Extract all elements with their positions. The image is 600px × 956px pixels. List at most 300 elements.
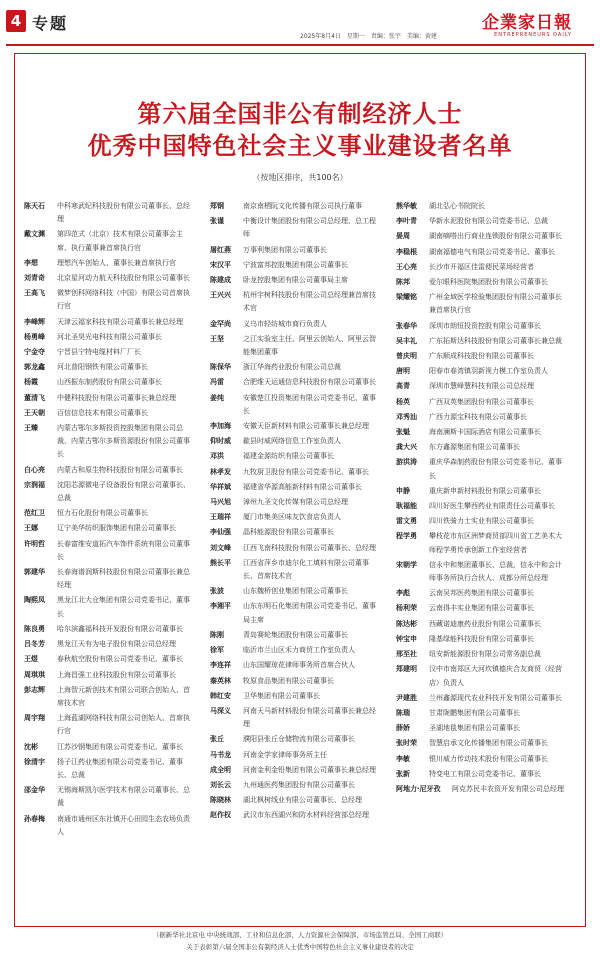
list-item [210,511,382,524]
honoree-name: 邓洪 [210,452,224,461]
honoree-name: 冯雷 [210,378,224,387]
honoree-title: 上海昌强工业科技股份有限公司董事长 [57,670,176,679]
honoree-name: 王煜 [24,655,38,664]
honoree-name: 彭志辉 [24,685,45,694]
honoree-name: 阿地力·尼牙孜 [396,784,441,793]
list-item [396,602,568,615]
honoree-name: 邢至社 [396,650,417,659]
honoree-title: 天津云福家科技有限公司董事长兼总经理 [57,317,183,326]
honoree-title: 广西双英集团股份有限公司董事长 [429,397,534,406]
list-item [24,228,196,254]
honoree-title: 临沂市兰山区禾力商贸工作室负责人 [243,646,355,655]
honoree-title: 西藏诺迪康药业股份有限公司董事长 [429,619,541,628]
list-item [210,690,382,703]
honoree-title: 无锡海斯凯尔医学技术有限公司董事长、总裁 [57,786,190,808]
list-item [396,456,568,482]
honoree-name: 郭龙鑫 [24,363,45,372]
header-rule [6,44,594,46]
list-item [396,230,568,243]
honoree-title: 宁波富邦控股集团有限公司董事长 [243,260,348,269]
honoree-title: 武汉市东西湖兴和防水材料经营部总经理 [243,811,369,820]
honoree-title: 长春海谱润斯科技股份有限公司董事长兼总经理 [57,568,190,590]
honoree-title: 中健科技股份有限公司董事长兼总经理 [57,393,176,402]
honoree-name: 游洪涛 [396,458,417,467]
honoree-title: 晶科能源股份有限公司董事长 [243,528,334,537]
honoree-name: 张春华 [396,321,417,330]
honoree-name: 仰时威 [210,437,231,446]
honoree-title: 四川铁骑力士实业有限公司董事长 [429,517,534,526]
list-item [396,500,568,513]
list-item [24,507,196,520]
honoree-title: 四川好医生攀西药业有限责任公司董事长 [429,502,555,511]
honoree-name: 许明哲 [24,539,45,548]
honoree-name: 雷文勇 [396,517,417,526]
honoree-name: 王瑞祥 [210,513,231,522]
honoree-name: 金罕尚 [210,319,231,328]
honoree-name: 杨利荣 [396,604,417,613]
honoree-title: 河北普阳钢铁有限公司董事长 [57,363,148,372]
honoree-name: 林孝发 [210,467,231,476]
page-header [0,0,600,50]
honoree-name: 董清飞 [24,393,45,402]
list-item [210,705,382,731]
honoree-name: 周琪琪 [24,670,45,679]
list-item [396,426,568,439]
masthead-english: ENTREPRENEURS DAILY [494,32,572,38]
honoree-title: 福建省华源高能新材料有限公司董事长 [243,482,362,491]
honoree-name: 马书龙 [210,750,231,759]
honoree-title: 深圳市慧峰慧科技有限公司总经理 [429,382,534,391]
honoree-name: 李叶青 [396,217,417,226]
name-column-1 [24,200,196,900]
honoree-title: 扬子江药业集团有限公司党委书记、董事长、总裁 [57,757,183,779]
headline-line-1: 第六届全国非公有制经济人士 [137,99,463,128]
honoree-name: 唐明 [396,367,410,376]
honoree-name: 姜纯 [210,393,224,402]
honoree-title: 歙县时威网络信息工作室负责人 [243,437,341,446]
honoree-name: 宋朝学 [396,560,417,569]
list-item [396,411,568,424]
honoree-title: 中衡设计集团股份有限公司总经理、总工程师 [243,217,376,239]
honoree-name: 李峰辉 [24,317,45,326]
honoree-title: 上海蓝湖网络科技有限公司创始人、首席执行官 [57,714,190,736]
list-item [24,784,196,810]
list-item [210,794,382,807]
honoree-name: 郑建明 [396,665,417,674]
name-column-3 [396,200,568,900]
list-item [24,653,196,666]
honoree-title: 云南吴邦医药集团有限公司董事长 [429,589,534,598]
honoree-title: 山东国耀琼花律师事务所首席合伙人 [243,661,355,670]
honoree-name: 周宇翔 [24,714,45,723]
list-item [24,376,196,389]
list-item [24,813,196,839]
list-item [210,215,382,241]
honoree-name: 杨英 [396,397,410,406]
honoree-name: 张波 [210,587,224,596]
honoree-title: 黑龙江天有为电子股份有限公司总经理 [57,640,176,649]
honoree-name: 王高飞 [24,289,45,298]
list-item [210,496,382,509]
honoree-name: 秦英林 [210,676,231,685]
honoree-title: 圣湖地毯集团有限公司董事长 [429,724,520,733]
honoree-title: 长沙市开福区佳雷便民菜场经营者 [429,262,534,271]
list-item [24,464,196,477]
honoree-title: 九牧厨卫股份有限公司党委书记、董事长 [243,467,369,476]
list-item [396,618,568,631]
list-item [24,200,196,226]
honoree-name: 张谨 [210,217,224,226]
honoree-title: 厦门市集美区味友饮食店负责人 [243,513,341,522]
list-item [210,659,382,672]
honoree-name: 华祥斌 [210,482,231,491]
honoree-name: 杨霞 [24,378,38,387]
honoree-name: 陈达彬 [396,619,417,628]
honoree-title: 甘肃陇鹏集团有限公司董事长 [429,708,520,717]
honoree-title: 长春富维安道拓汽车饰件系统有限公司董事长 [57,539,190,561]
list-item [210,675,382,688]
list-item [24,407,196,420]
list-item [210,244,382,257]
honoree-name: 陈天石 [24,202,45,210]
list-item [24,361,196,374]
masthead-logo: 企業家日報 [482,13,572,33]
honoree-name: 晏周 [396,232,410,241]
list-item [396,753,568,766]
honoree-title: 安徽天臣新材料有限公司董事长兼总经理 [243,422,369,431]
list-item [210,733,382,746]
list-item [396,350,568,363]
list-item [210,481,382,494]
honoree-title: 内蒙古和原生物科技股份有限公司董事长 [57,465,183,474]
honoree-title: 东方鑫源集团有限公司董事长 [429,443,520,452]
honoree-title: 宁晋县宁特电缆材料厂厂长 [57,348,141,357]
list-item [210,200,382,213]
honoree-title: 牧原食品集团有限公司董事长 [243,676,334,685]
honoree-title: 江西省萍乡市迪尔化工填料有限公司董事长、首席技术官 [243,558,369,581]
list-item [24,422,196,462]
honoree-title: 漳州九圣文化传媒有限公司总经理 [243,498,348,507]
list-item [24,638,196,651]
honoree-name: 陈晓林 [210,796,231,805]
honoree-name: 宋汉平 [210,260,231,269]
honoree-title: 攀枝花市东区洲梦商贸部四川省工艺美术大师程学勇传承创新工作室经营者 [429,532,562,554]
headline-line-2: 优秀中国特色社会主义事业建设者名单 [87,131,513,160]
list-item [24,287,196,313]
honoree-name: 李彪 [396,589,410,598]
list-item [24,684,196,710]
list-item [210,764,382,777]
list-item [396,530,568,556]
list-item [24,566,196,592]
honoree-name: 李连祥 [210,661,231,670]
honoree-title: 浙江华海药业股份有限公司总裁 [243,363,341,372]
list-item [210,420,382,433]
list-item [210,600,382,626]
honoree-name: 白心亮 [24,465,45,474]
honoree-name: 赵作权 [210,811,231,820]
honoree-name: 钟宝申 [396,634,417,643]
list-item [24,669,196,682]
honoree-name: 王坚 [210,334,224,343]
honoree-title: 华新水泥股份有限公司党委书记、总裁 [429,217,548,226]
list-item [396,365,568,378]
honoree-name: 宁金夺 [24,348,45,357]
honoree-name: 梁耀铭 [396,293,417,302]
honoree-title: 河南天马新材料股份有限公司董事长兼总经理 [243,706,376,729]
list-item [396,515,568,528]
honoree-title: 春秋航空股份有限公司党委书记、董事长 [57,655,183,664]
honoree-name: 徐军 [210,646,224,655]
list-item [396,587,568,600]
honoree-title: 江苏沙钢集团有限公司党委书记、董事长 [57,742,183,751]
list-item [210,259,382,272]
list-item [210,557,382,583]
list-item [210,779,382,792]
honoree-name: 陈刚 [210,630,224,639]
honoree-title: 合肥维天运通信息科技股份有限公司董事长 [243,378,376,387]
list-item [396,276,568,289]
honoree-name: 熊华敏 [396,202,417,210]
list-item [396,559,568,585]
honoree-title: 智慧启承文化传播集团有限公司董事长 [429,739,548,748]
honoree-title: 云南得丰实业集团有限公司董事长 [429,604,534,613]
list-item [396,783,568,796]
honoree-title: 湖北枫树线业有限公司董事长、总经理 [243,796,362,805]
honoree-title: 湖南福德电气有限公司党委书记、董事长 [429,247,555,256]
honoree-title: 隆基绿能科技股份有限公司董事长 [429,634,534,643]
honoree-title: 青岛赛轮集团股份有限公司董事长 [243,630,348,639]
honoree-name: 宗润福 [24,480,45,489]
honoree-title: 杭州宇树科技股份有限公司总经理兼首席技术官 [243,291,376,313]
list-item [210,629,382,642]
list-item [210,585,382,598]
honoree-title: 安徽楚江投资集团有限公司党委书记、董事长 [243,393,376,415]
list-item [396,246,568,259]
list-item [24,272,196,285]
list-item [24,392,196,405]
honoree-title: 哈尔滨鑫福科技开发股份有限公司董事长 [57,624,183,633]
list-item [396,291,568,317]
honoree-title: 特变电工有限公司党委书记、董事长 [429,769,541,778]
list-item [210,466,382,479]
list-item [396,648,568,661]
list-item [210,333,382,359]
honoree-title: 爱尔眼科医院集团股份有限公司董事长 [429,278,548,287]
honoree-name: 王臻 [24,424,38,433]
honoree-title: 中科寒武纪科技股份有限公司董事长、总经理 [57,202,190,224]
section-title: 专题 [32,14,69,33]
honoree-title: 之江实验室主任、阿里云创始人、阿里云智能集团董事 [243,334,376,357]
honoree-title: 卫华集团有限公司董事长 [243,691,320,700]
list-item [24,741,196,754]
honoree-name: 薛娇 [396,724,410,733]
list-item [210,274,382,287]
honoree-title: 山东东明石化集团有限公司党委书记、董事局主席 [243,602,376,624]
honoree-title: 上海智元新创技术有限公司联合创始人、首席技术官 [57,685,190,707]
honoree-name: 陈良勇 [24,624,45,633]
honoree-name: 王兴兴 [210,291,231,300]
honoree-title: 第四范式（北京）技术有限公司董事会主席、执行董事兼首席执行官 [57,230,183,252]
honoree-title: 汉中市南郑区大河坎镇德庆合友商贸（经营店）负责人 [429,665,562,687]
honoree-title: 广东拓斯达科技股份有限公司董事长兼总裁 [429,336,562,345]
honoree-name: 韩红安 [210,691,231,700]
honoree-name: 陈邦 [396,278,410,287]
honoree-name: 吕冬芳 [24,640,45,649]
list-item [396,200,568,213]
honoree-name: 王心亮 [396,262,417,271]
honoree-title: 北京星河动力航天科技股份有限公司董事长 [57,274,190,283]
honoree-title: 辽宁美华纺织服饰集团有限公司董事长 [57,524,176,533]
list-item [24,346,196,359]
honoree-name: 李敏 [396,754,410,763]
list-item [396,441,568,454]
list-item [24,712,196,738]
honoree-title: 恒力石化股份有限公司董事长 [57,509,148,518]
list-item [396,722,568,735]
honoree-name: 刘长云 [210,780,231,789]
honoree-title: 湖南嘀嗒出行商业连锁股份有限公司董事长 [429,232,562,241]
honoree-name: 徐清宇 [24,757,45,766]
honoree-title: 山西振东制药股份有限公司董事长 [57,378,162,387]
honoree-name: 吴丰礼 [396,336,417,345]
honoree-title: 理想汽车创始人、董事长兼首席执行官 [57,258,176,267]
honoree-title: 卧龙控股集团有限公司董事局主席 [243,276,348,285]
list-item [24,522,196,535]
honoree-name: 尹建胜 [396,693,417,702]
honoree-name: 高青 [396,382,410,391]
name-column-2 [210,200,382,900]
honoree-title: 重庆新申新材料股份有限公司董事长 [429,486,541,495]
decision-title: 关于表彰第六届全国非公有制经济人士优秀中国特色社会主义事业建设者的决定 [186,943,414,951]
honoree-title: 深圳市朗恒投资控股有限公司董事长 [429,321,541,330]
honoree-title: 河北圣昊光电科技有限公司董事长 [57,332,162,341]
honoree-title: 海南澜斯卡国际酒店有限公司董事长 [429,428,541,437]
honoree-name: 李仙强 [210,528,231,537]
honoree-name: 张新 [396,769,410,778]
list-item [396,380,568,393]
honoree-name: 孙春梅 [24,814,45,823]
honoree-name: 熊长平 [210,558,231,567]
honoree-name: 成全明 [210,765,231,774]
list-item [210,450,382,463]
honoree-name: 刘文峰 [210,543,231,552]
list-item [24,316,196,329]
page-number-badge: 4 [6,10,26,32]
list-item [24,623,196,636]
honoree-name: 李加海 [210,422,231,431]
honoree-title: 阿克苏民丰农资开发有限公司总经理 [452,784,564,793]
honoree-title: 万事利集团有限公司董事长 [243,245,327,254]
list-item [24,257,196,270]
honoree-title: 义乌市轻纺城市商行负责人 [243,319,327,328]
list-item [396,320,568,333]
honoree-name: 戴文渊 [24,230,45,239]
honoree-name: 耿福能 [396,502,417,511]
honoree-name: 刘青奇 [24,274,45,283]
honoree-name: 邵金华 [24,786,45,795]
list-item [396,663,568,689]
honoree-title: 河南金学家律师事务所主任 [243,750,327,759]
honoree-title: 信永中和集团董事长、总裁，信永中和会计师事务所执行合伙人、成都分所总经理 [429,560,562,583]
honoree-title: 银川威力传动技术股份有限公司董事长 [429,754,548,763]
honoree-title: 湖北弘心书院院长 [429,202,485,210]
list-item [210,318,382,331]
headline-subtitle: （按地区排序，共100名） [252,173,348,182]
list-item [396,485,568,498]
list-item [24,538,196,564]
honoree-title: 九州通医药集团股份有限公司董事长 [243,780,355,789]
list-item [24,479,196,505]
honoree-title: 河南金利金铅集团有限公司董事长兼总经理 [243,765,376,774]
honoree-name: 沈彬 [24,742,38,751]
list-item [210,376,382,389]
list-item [396,768,568,781]
honoree-title: 广州金域医学检验集团股份有限公司董事长兼首席执行官 [429,293,562,315]
honoree-name: 陈保华 [210,363,231,372]
honoree-name: 陈瑞 [396,708,410,717]
honoree-name: 邓秀汕 [396,412,417,421]
honoree-name: 曾庆明 [396,352,417,361]
honoree-name: 王娜 [24,524,38,533]
honoree-name: 王天朝 [24,408,45,417]
honoree-title: 纽安新能源股份有限公司常务副总裁 [429,650,541,659]
list-item [396,396,568,409]
honoree-title: 广东顺成科技股份有限公司董事长 [429,352,534,361]
honoree-name: 陶熙凤 [24,596,45,605]
list-item [396,707,568,720]
dateline: 2025年8月4日 星期一 责编：张宇 美编：黄建 [300,33,437,40]
honoree-title: 重庆华森制药股份有限公司党委书记、董事长 [429,458,562,480]
list-item [396,261,568,274]
list-item [210,542,382,555]
honoree-name: 李湘平 [210,602,231,611]
list-item [24,756,196,782]
honoree-name: 范红卫 [24,509,45,518]
honoree-name: 张魁 [396,428,410,437]
honoree-title: 兰州鑫源现代农业科技开发有限公司董事长 [429,693,562,702]
honoree-title: 广西力源宝科技有限公司董事长 [429,412,527,421]
list-item [210,435,382,448]
honoree-name: 郑钢 [210,202,224,210]
honoree-title: 阳春市春湾镇羽新视力模工作室负责人 [429,367,548,376]
honoree-name: 杨勇峰 [24,332,45,341]
honoree-name: 龚大兴 [396,443,417,452]
list-item [24,594,196,620]
list-item [210,392,382,418]
honoree-name: 李想 [24,258,38,267]
honoree-name: 申静 [396,486,410,495]
list-item [396,737,568,750]
list-item [210,644,382,657]
honoree-title: 黑龙江北大仓集团有限公司党委书记、董事长 [57,596,190,618]
masthead [482,8,572,38]
list-item [210,809,382,822]
list-item [210,526,382,539]
honoree-title: 南通市通州区东社镇开心田园生态农场负责人 [57,814,190,836]
list-item [396,692,568,705]
honoree-name: 陈建成 [210,276,231,285]
source-note: （据新华社北京电 中央统战部、工业和信息化部、人力资源社会保障部、市场监管总局、全国工商联） [152,931,448,939]
honoree-title: 濮阳县张丘仓储物流有限公司董事长 [243,735,355,744]
honoree-title: 山东魏桥创业集团有限公司董事长 [243,587,348,596]
list-item [396,633,568,646]
honoree-title: 江西飞南科技股份有限公司董事长、总经理 [243,543,376,552]
honoree-name: 张时荣 [396,739,417,748]
honoree-name: 郭建华 [24,568,45,577]
list-item [396,335,568,348]
list-item [24,331,196,344]
